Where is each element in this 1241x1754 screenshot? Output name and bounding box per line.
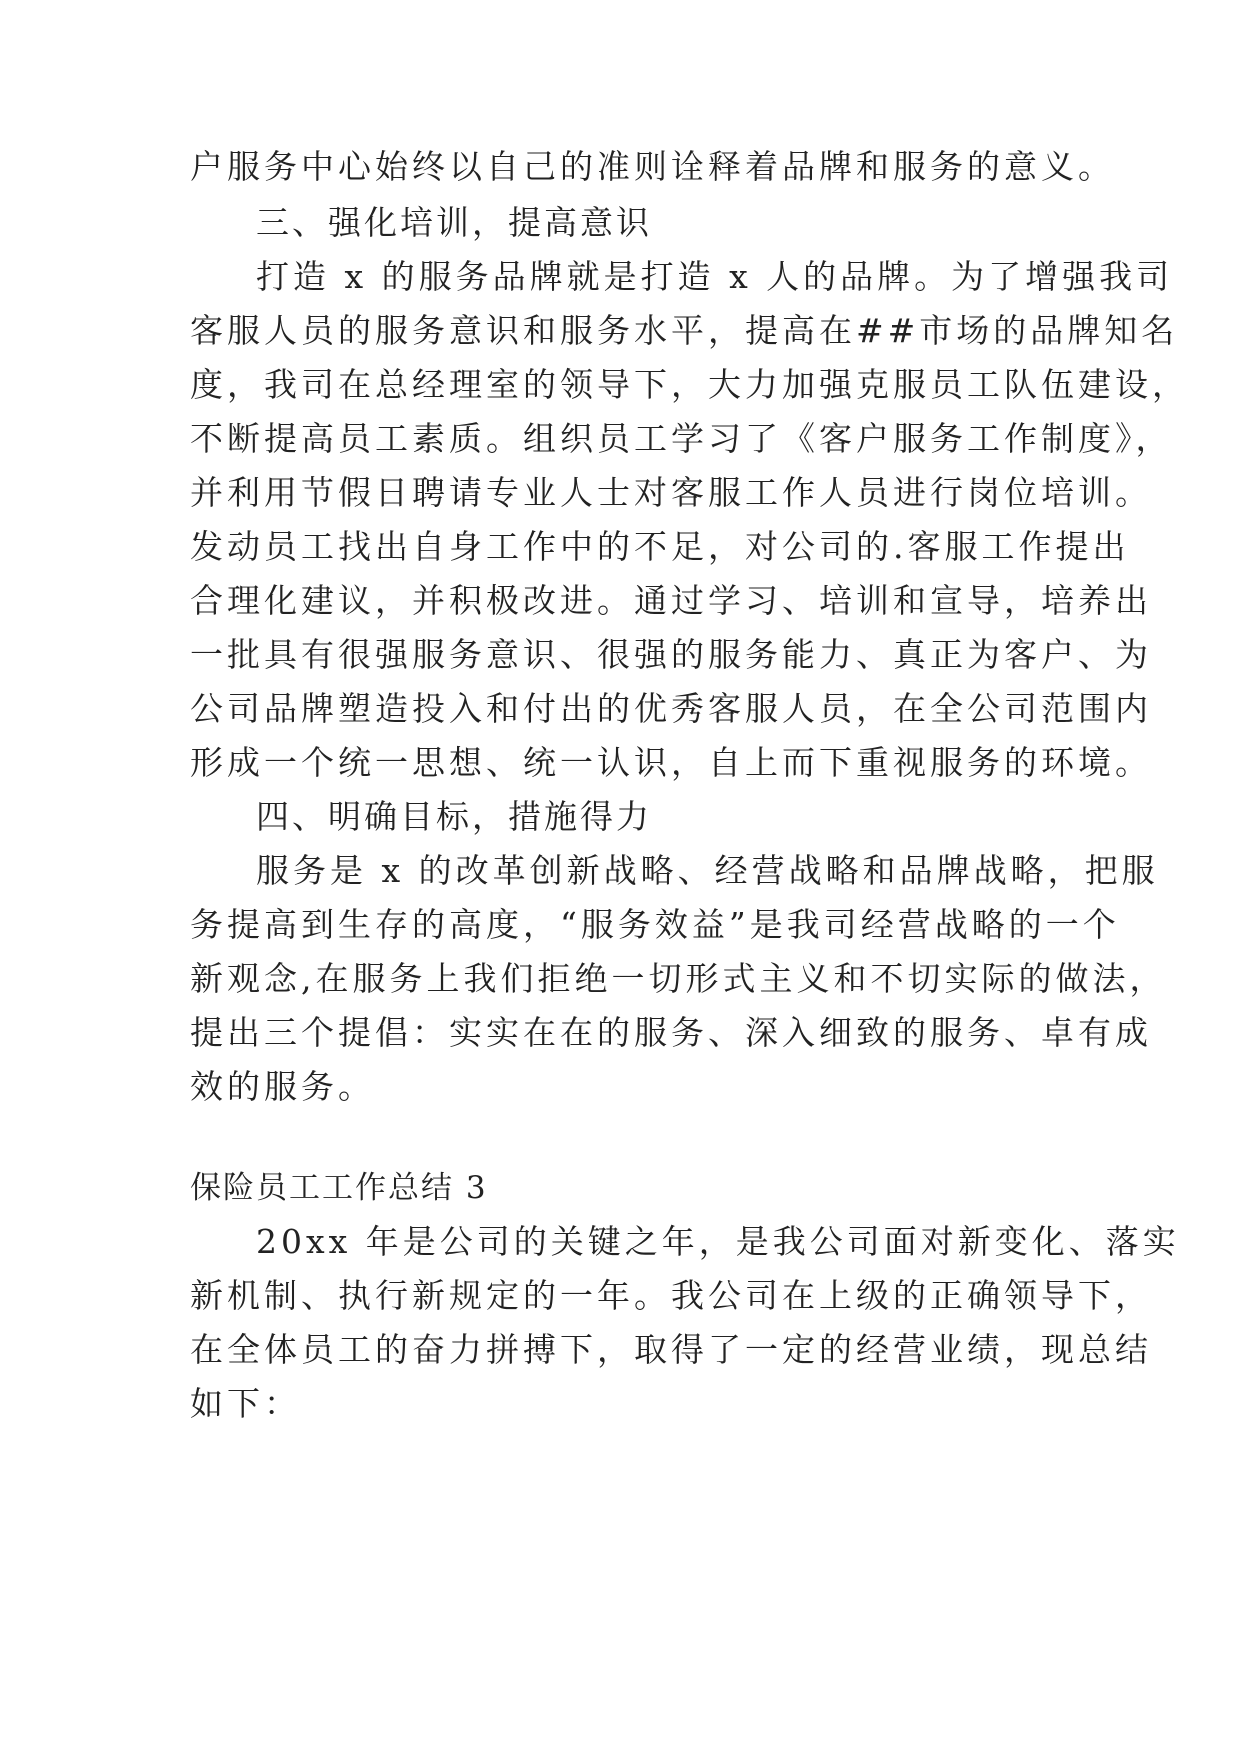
paragraph-line: 服务是 x 的改革创新战略、经营战略和品牌战略，把服 [256,851,1159,890]
paragraph-line: 务提高到生存的高度，“服务效益”是我司经营战略的一个 [190,905,1120,944]
paragraph-line: 在全体员工的奋力拼搏下，取得了一定的经营业绩，现总结 [190,1330,1152,1369]
paragraph-line: 度，我司在总经理室的领导下，大力加强克服员工队伍建设， [190,365,1189,404]
paragraph-line: 公司品牌塑造投入和付出的优秀客服人员，在全公司范围内 [190,689,1152,728]
paragraph-line: 客服人员的服务意识和服务水平，提高在##市场的品牌知名 [190,311,1179,350]
paragraph-line: 发动员工找出自身工作中的不足，对公司的.客服工作提出 [190,527,1130,566]
paragraph-line: 20xx 年是公司的关键之年，是我公司面对新变化、落实 [256,1222,1180,1261]
paragraph-line: 不断提高员工素质。组织员工学习了《客户服务工作制度》， [190,419,1173,458]
section-heading-4: 四、明确目标，措施得力 [256,797,652,836]
paragraph-line: 合理化建议，并积极改进。通过学习、培训和宣导，培养出 [190,581,1152,620]
paragraph-line: 户服务中心始终以自己的准则诠释着品牌和服务的意义。 [190,147,1115,186]
paragraph-line: 并利用节假日聘请专业人士对客服工作人员进行岗位培训。 [190,473,1152,512]
paragraph-line: 形成一个统一思想、统一认识，自上而下重视服务的环境。 [190,743,1152,782]
paragraph-line: 效的服务。 [190,1067,375,1106]
paragraph-line: 打造 x 的服务品牌就是打造 x 人的品牌。为了增强我司 [256,257,1174,296]
paragraph-line: 新机制、执行新规定的一年。我公司在上级的正确领导下， [190,1276,1152,1315]
section-heading-3: 三、强化培训，提高意识 [256,203,652,242]
paragraph-line: 一批具有很强服务意识、很强的服务能力、真正为客户、为 [190,635,1152,674]
paragraph-line: 新观念,在服务上我们拒绝一切形式主义和不切实际的做法， [190,959,1167,998]
document-section-title: 保险员工工作总结 3 [190,1170,488,1206]
paragraph-line: 提出三个提倡：实实在在的服务、深入细致的服务、卓有成 [190,1013,1152,1052]
paragraph-line: 如下： [190,1384,301,1423]
